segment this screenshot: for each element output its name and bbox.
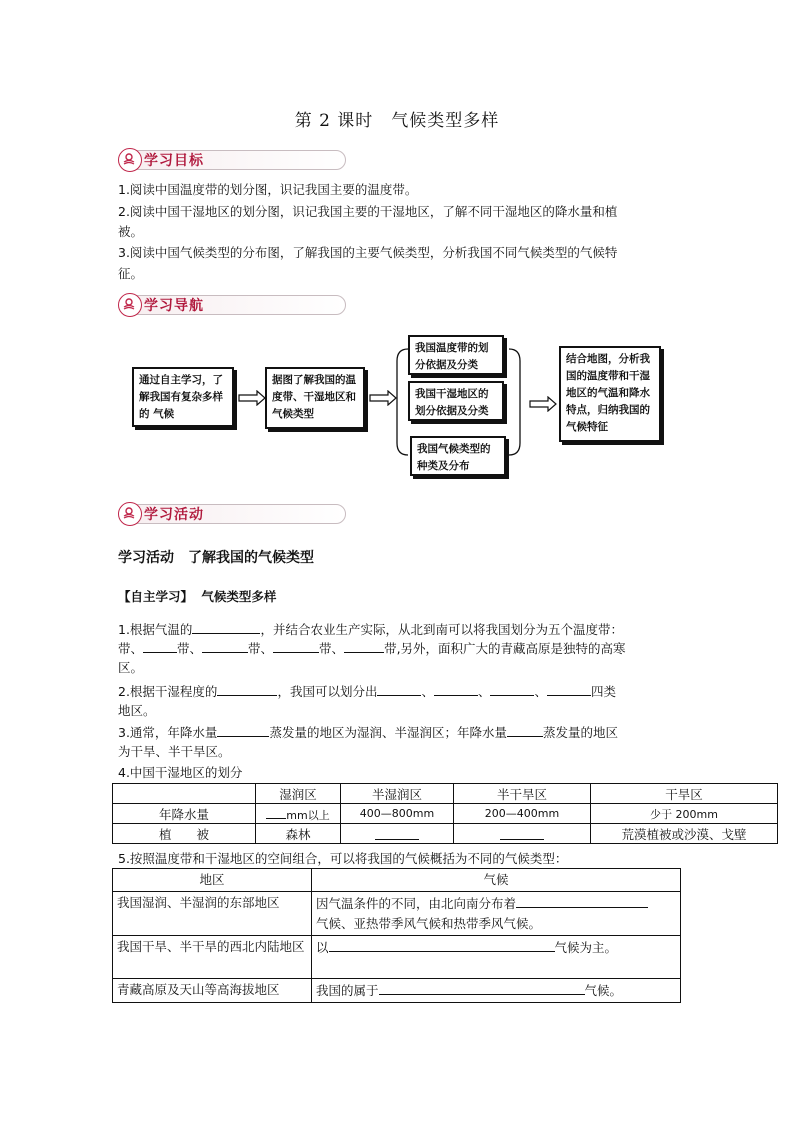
self-study-line (118, 587, 276, 605)
table-cell: 森林 (256, 824, 341, 844)
answer-blank[interactable] (217, 681, 277, 696)
answer-blank[interactable] (344, 638, 384, 653)
answer-blank[interactable] (379, 980, 585, 995)
flow-step2-box: 据图了解我国的温度带、干湿地区和气候类型 (265, 367, 365, 429)
self-study-tag: 【自主学习】 (118, 589, 194, 604)
table-header: 半干旱区 (454, 784, 591, 804)
flow-branch2-box: 我国干湿地区的划分依据及分类 (408, 381, 504, 421)
dryness-table (112, 783, 778, 844)
table-row-label: 我国湿润、半湿润的东部地区 (113, 892, 312, 936)
table-cell: 少于 200mm (591, 804, 778, 824)
table-row-label: 我国干旱、半干旱的西北内陆地区 (113, 936, 312, 979)
answer-blank[interactable] (192, 619, 260, 634)
table-cell (454, 824, 591, 844)
self-study-title: 气候类型多样 (201, 589, 277, 604)
table-cell (341, 824, 454, 844)
table-header: 干旱区 (591, 784, 778, 804)
answer-blank[interactable] (377, 681, 421, 696)
table-cell: 400—800mm (341, 804, 454, 824)
answer-blank[interactable] (217, 722, 269, 737)
answer-blank[interactable] (273, 638, 319, 653)
book-logo-icon (118, 148, 142, 172)
answer-blank[interactable] (434, 681, 478, 696)
climate-table (112, 868, 681, 1003)
question-5: 5.按照温度带和干湿地区的空间组合，可以将我国的气候概括为不同的气候类型： (118, 851, 568, 866)
arrow-icon (237, 390, 267, 406)
answer-blank[interactable] (202, 638, 248, 653)
table-header: 半湿润区 (341, 784, 454, 804)
answer-blank[interactable] (516, 893, 648, 908)
section-header-nav (118, 293, 348, 315)
arrow-icon (368, 390, 398, 406)
activity-heading: 学习活动 了解我国的气候类型 (118, 550, 314, 566)
goal-line: 2.阅读中国干湿地区的划分图，识记我国主要的干湿地区，了解不同干湿地区的降水量和植 (118, 204, 618, 219)
goal-line: 征。 (118, 266, 144, 281)
book-logo-icon (118, 293, 142, 317)
answer-blank[interactable] (507, 722, 543, 737)
table-cell: 以 气候为主。 (312, 936, 681, 979)
question-3-line-1: 3.通常，年降水量 蒸发量的地区为湿润、半湿润区；年降水量 蒸发量的地区 (118, 722, 618, 743)
bracket-right (508, 347, 522, 457)
goal-line: 1.阅读中国温度带的划分图，识记我国主要的温度带。 (118, 182, 418, 197)
flow-start-box: 通过自主学习，了解我国有复杂多样的 气候 (132, 367, 234, 427)
answer-blank[interactable] (143, 638, 177, 653)
question-1-line-3: 区。 (118, 660, 144, 675)
answer-blank[interactable] (547, 681, 591, 696)
answer-blank[interactable] (375, 825, 419, 840)
table-header: 湿润区 (256, 784, 341, 804)
section-header-activity (118, 502, 348, 524)
table-cell: mm以上 (256, 804, 341, 824)
table-row-label: 植 被 (113, 824, 256, 844)
book-logo-icon (118, 502, 142, 526)
goal-line: 被。 (118, 224, 144, 239)
question-2-line-2: 地区。 (118, 703, 156, 718)
table-row-label: 年降水量 (113, 804, 256, 824)
table-cell: 我国的属于 气候。 (312, 979, 681, 1003)
answer-blank[interactable] (490, 681, 534, 696)
table-cell: 荒漠植被或沙漠、戈壁 (591, 824, 778, 844)
question-4: 4.中国干湿地区的划分 (118, 765, 243, 780)
table-row-label: 青藏高原及天山等高海拔地区 (113, 979, 312, 1003)
flow-end-box: 结合地图，分析我国的温度带和干湿地区的气温和降水特点，归纳我国的气候特征 (559, 346, 661, 442)
question-1-line-2: 带、 带、 带、 带、 带,另外，面积广大的青藏高原是独特的高寒 (118, 638, 626, 659)
question-2-line-1: 2.根据干湿程度的 ，我国可以划分出 、 、 、 四类 (118, 681, 616, 702)
flow-branch1-box: 我国温度带的划分依据及分类 (408, 335, 504, 375)
page-title: 第 2 课时 气候类型多样 (294, 111, 500, 131)
goal-line: 3.阅读中国气候类型的分布图，了解我国的主要气候类型，分析我国不同气候类型的气候特 (118, 245, 618, 260)
table-header: 地区 (113, 869, 312, 892)
section-header-goals (118, 148, 348, 170)
arrow-icon (528, 396, 558, 412)
question-3-line-2: 为干旱、半干旱区。 (118, 744, 231, 759)
table-cell: 因气温条件的不同，由北向南分布着 气候、亚热带季风气候和热带季风气候。 (312, 892, 681, 936)
flow-branch3-box: 我国气候类型的种类及分布 (410, 436, 506, 476)
question-1-line-1: 1.根据气温的 ，并结合农业生产实际，从北到南可以将我国划分为五个温度带： (118, 619, 623, 640)
section-title: 学习活动 (144, 507, 204, 523)
section-title: 学习目标 (144, 153, 204, 169)
answer-blank[interactable] (266, 804, 286, 819)
answer-blank[interactable] (329, 937, 555, 952)
section-title: 学习导航 (144, 298, 204, 314)
bracket-left (395, 347, 409, 457)
table-header (113, 784, 256, 804)
table-header: 气候 (312, 869, 681, 892)
table-cell: 200—400mm (454, 804, 591, 824)
answer-blank[interactable] (500, 825, 544, 840)
